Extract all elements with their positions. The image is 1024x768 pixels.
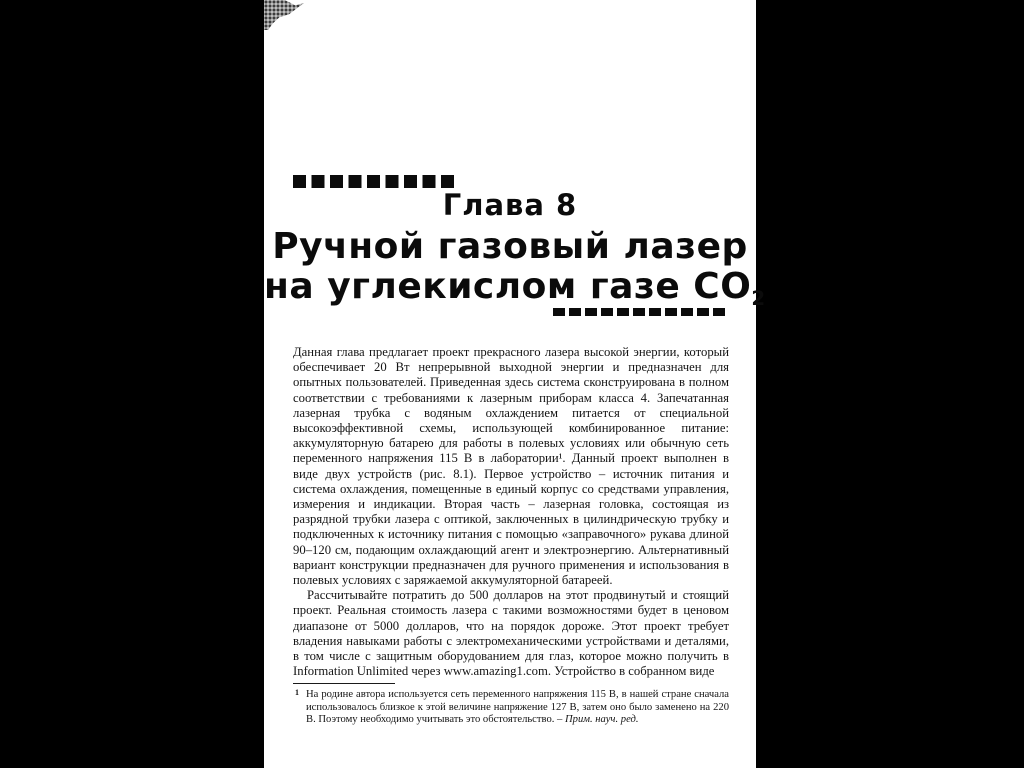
- body-paragraph-1: Данная глава предлагает проект прекрасного лазера высокой энергии, который обеспечивает 20 Вт непрерывной выходной энергии и предназначен для опытных пользователей. Приведенная здесь система сконструирована в полном соответствии с требованиями к лазерным приборам класса 4. Запечатанная лазерная трубка с водяным охлаждением питается от специальной высокоэффективной схемы, использующей комбинированное питание: аккумуляторную батарею для работы в полевых условиях или обычную сеть переменного напряжения 115 В в лаборатории¹. Данный проект выполнен в виде двух устройств (рис. 8.1). Первое устройство – источник питания и система охлаждения, помещенные в единый корпус со средствами управления, измерения и индикации. Вторая часть – лазерная головка, состоящая из разрядной трубки лазера с оптикой, заключенных в цилиндрическую трубку и подключенных к источнику питания с помощью «заправочного» рукава длиной 90–120 см, подающим охлаждающий агент и электроэнергию. Альтернативный вариант конструкции предназначен для ручного применения и использования в полевых условиях с заряжаемой аккумуляторной батареей.: [293, 345, 729, 588]
- co2-subscript: 2: [751, 286, 766, 310]
- book-page: [264, 0, 766, 768]
- squares-ornament: [293, 175, 455, 188]
- footnote-marker: 1: [295, 688, 299, 697]
- footnote-rule: [293, 683, 395, 684]
- body-text: [293, 345, 729, 679]
- footnote-attribution: Прим. науч. ред.: [565, 714, 639, 725]
- footnote: [293, 689, 729, 727]
- body-paragraph-2: Рассчитывайте потратить до 500 долларов на этот продвинутый и стоящий проект. Реальная стоимость лазера с такими возможностями будет в ценовом диапазоне от 5000 долларов, что на порядок дороже. Этот проект требует владения навыками работы с электромеханическими устройствами и деталями, в том числе с защитным оборудованием для глаз, которое можно получить в Information Unlimited через www.amazing1.com. Устройство в собранном виде: [293, 588, 729, 679]
- scan-artifact: [264, 0, 304, 30]
- chapter-title-line1: Ручной газовый лазер: [272, 226, 748, 267]
- chapter-label: Глава 8: [442, 188, 578, 222]
- dashes-ornament: [553, 308, 725, 316]
- footnote-text: На родине автора используется сеть переменного напряжения 115 В, в нашей стране сначала использовалось близкое к этой величине напряжение 127 В, затем оно было заменено на 220 В. Поэтому необходимо учитывать это обстоятельство. –: [306, 689, 729, 725]
- chapter-title-line2-text: на углекислом газе CO: [264, 266, 752, 307]
- chapter-title-line2: [264, 266, 766, 310]
